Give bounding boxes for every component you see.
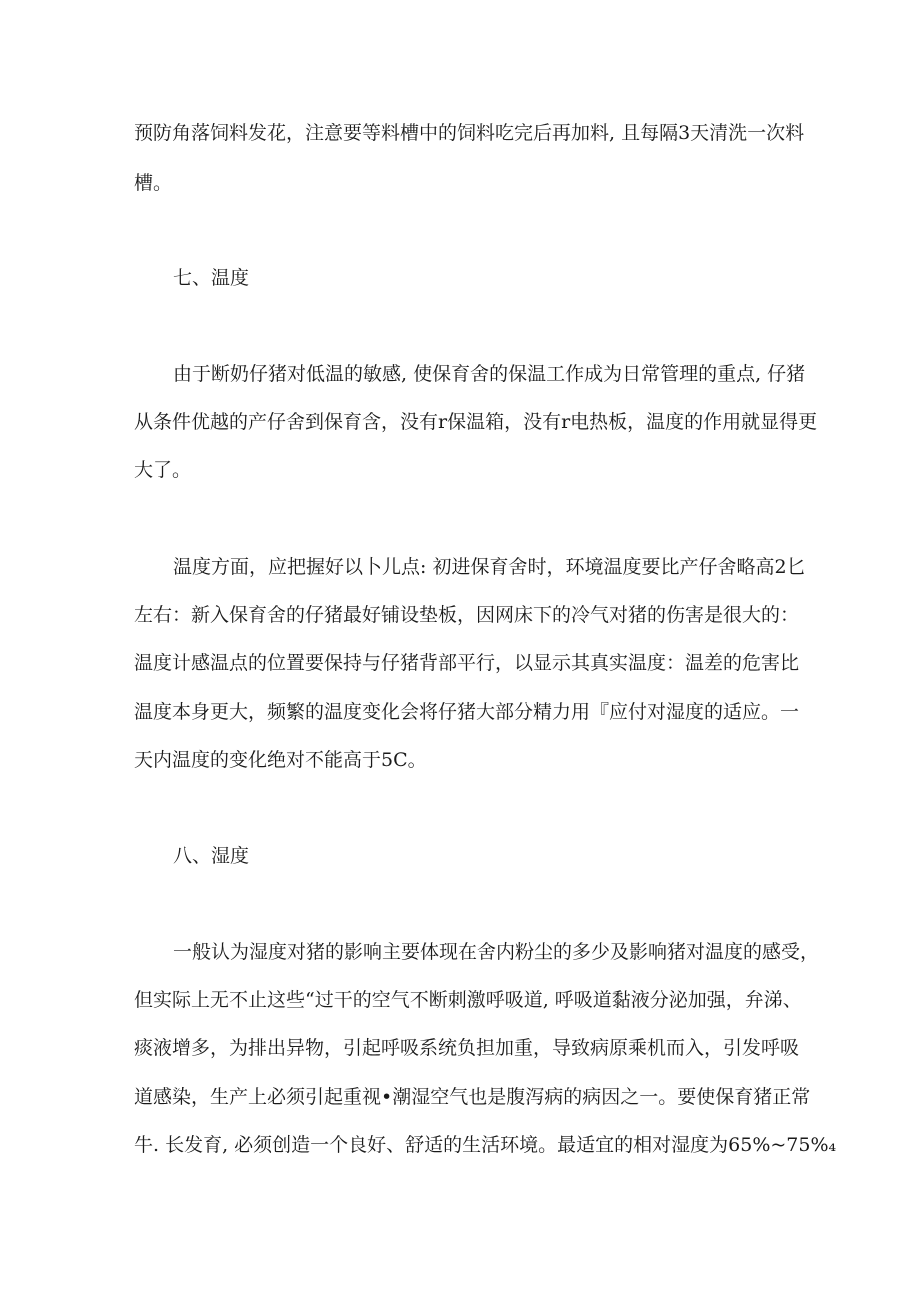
paragraph-line: 槽。 <box>134 172 173 194</box>
paragraph-line: 天内温度的变化绝对不能高于5C。 <box>134 749 427 771</box>
paragraph-line: 一般认为湿度对猪的影响主要体现在舍内粉尘的多少及影响猪对温度的感受， <box>173 941 820 963</box>
paragraph-line: 温度方面，应把握好以卜儿点: 初进保育舍时，环境温度要比产仔舍略高2匕 <box>173 556 806 578</box>
paragraph-line: 由于断奶仔猪对低温的敏感, 使保育舍的保温工作成为日常管理的重点, 仔猪 <box>173 363 806 385</box>
paragraph-line: 左右：新入保育舍的仔猪最好铺设垫板，因网床下的冷气对猪的伤害是很大的： <box>134 604 800 626</box>
paragraph-line: 大了。 <box>134 459 192 481</box>
section-heading-temperature: 七、温度 <box>173 267 250 289</box>
section-heading-humidity: 八、湿度 <box>173 845 250 867</box>
paragraph-line: 温度计感温点的位置要保持与仔猪背部平行，以显示其真实温度：温差的危害比 <box>134 652 800 674</box>
paragraph-line: 痰液增多，为排出异物，引起呼吸系统负担加重，导致病原乘机而入，引发呼吸 <box>134 1037 800 1059</box>
paragraph-line: 预防角落饲料发花，注意要等料槽中的饲料吃完后再加料, 且每隔3天清洗一次料 <box>134 122 805 144</box>
paragraph-line: 但实际上无不止这些“过干的空气不断刺激呼吸道, 呼吸道黏液分泌加强，弁涕、 <box>134 989 802 1011</box>
paragraph-line: 温度本身更大，频繁的温度变化会将仔猪大部分精力用『应付对湿度的适应。一 <box>134 701 800 723</box>
paragraph-line: 牛. 长发育, 必须创造一个良好、舒适的生活环境。最适宜的相对湿度为65%~75%₄ <box>134 1134 837 1156</box>
paragraph-line: 从条件优越的产仔舍到保育含，没有r保温箱，没有r电热板，温度的作用就显得更 <box>134 411 818 433</box>
paragraph-line: 道感染，生产上必须引起重视•潮湿空气也是腹泻病的病因之一。要使保育猪正常 <box>134 1086 811 1108</box>
